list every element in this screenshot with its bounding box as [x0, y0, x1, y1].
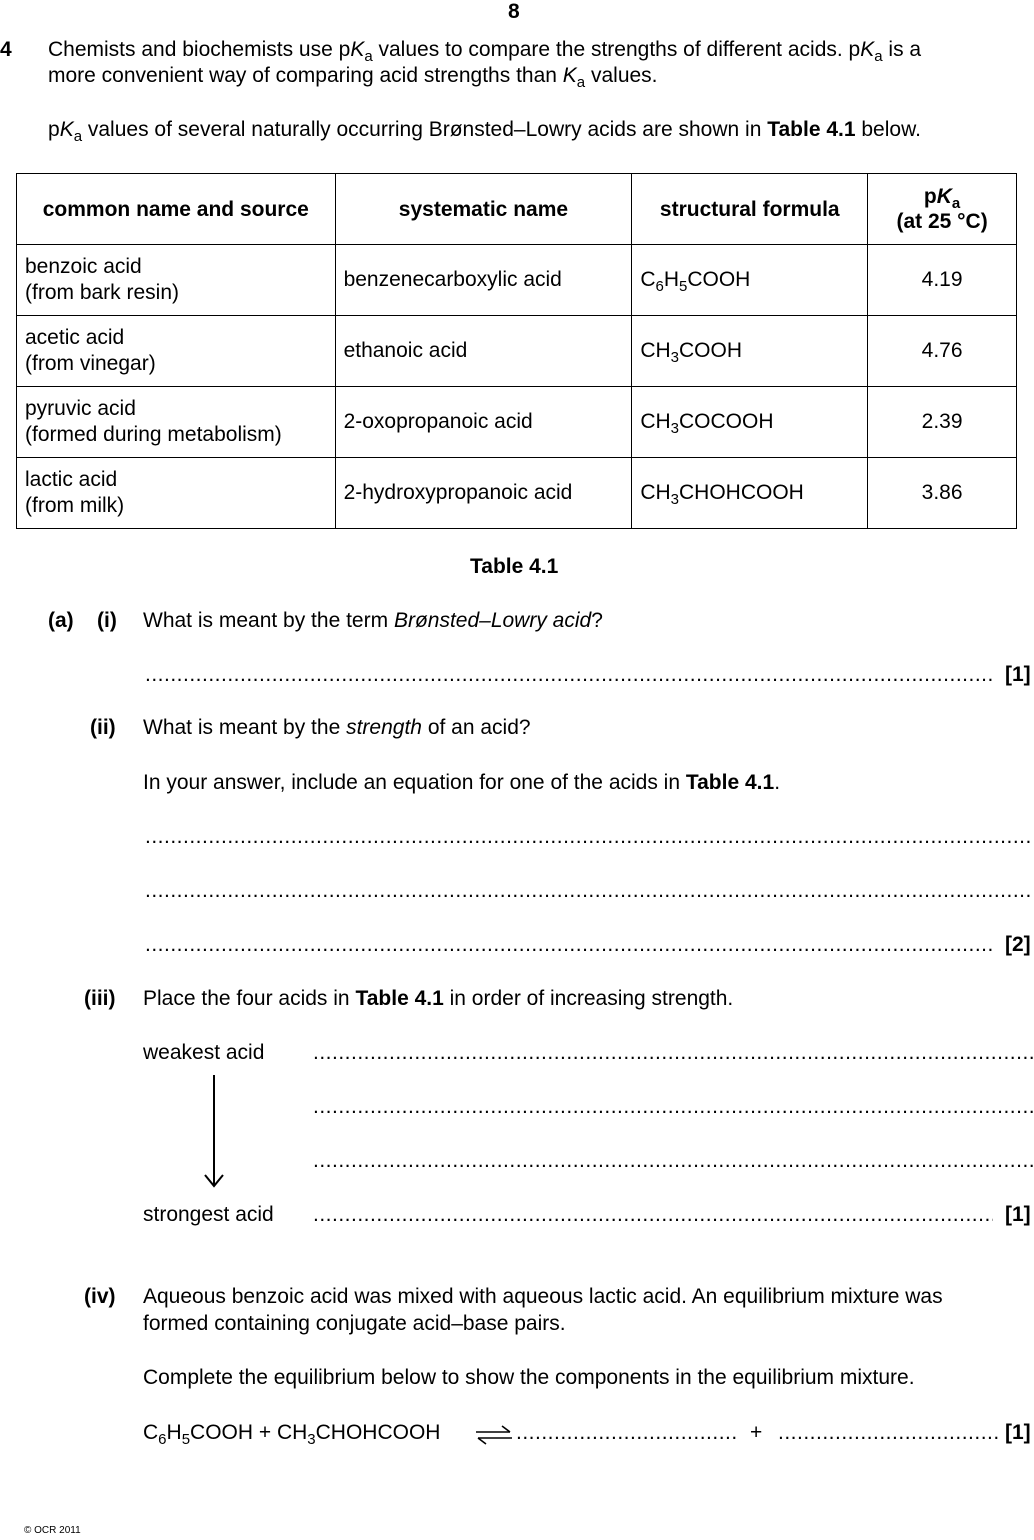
question-a-iii: Place the four acids in Table 4.1 in order of increasing strength. [143, 987, 734, 1010]
answer-line-a-ii-1[interactable] [145, 825, 1033, 849]
pka-table [16, 173, 1017, 529]
answer-blank-product-1[interactable] [516, 1421, 738, 1445]
header-pka: $pK_a$ (at 25 °C) [868, 174, 1017, 245]
part-iii-label: (iii) [84, 987, 116, 1010]
question-number: 4 [0, 38, 12, 61]
answer-line-a-iii-2[interactable] [313, 1095, 1033, 1119]
question-a-ii: What is meant by the strength of an acid? [143, 716, 531, 739]
equilibrium-equation: $C_6H_5COOH$ + $CH_3CHOHCOOH$ [143, 1421, 441, 1448]
table-caption: Table 4.1 [470, 555, 559, 578]
cell-formula: $CH_3CHOHCOOH$ [632, 458, 868, 529]
mark-a-iii: [1] [1005, 1203, 1031, 1226]
answer-line-a-iii-4[interactable] [313, 1203, 993, 1227]
intro-line-2: more convenient way of comparing acid strengths than $K_a$ values. [48, 64, 658, 91]
cell-systematic: 2-oxopropanoic acid [335, 387, 632, 458]
cell-formula: $CH_3COCOOH$ [632, 387, 868, 458]
table-row [17, 316, 1017, 387]
strongest-acid-label: strongest acid [143, 1203, 274, 1226]
intro-line-1: Chemists and biochemists use $pK_a$ values to compare the strengths of different acids. $pK_a$ is a [48, 38, 922, 65]
header-structural-formula: structural formula [632, 174, 868, 245]
part-iv-label: (iv) [84, 1285, 116, 1308]
table-header-row [17, 174, 1017, 245]
part-i-label: (i) [97, 609, 117, 632]
header-common-name: common name and source [17, 174, 336, 245]
instruction-a-iv: Complete the equilibrium below to show the components in the equilibrium mixture. [143, 1366, 915, 1389]
part-ii-label: (ii) [90, 716, 116, 739]
part-a-label: (a) [48, 609, 74, 632]
cell-common: lactic acid (from milk) [17, 458, 336, 529]
answer-line-a-ii-2[interactable] [145, 879, 1033, 903]
copyright-footer: © OCR 2011 [24, 1525, 81, 1536]
answer-line-a-i[interactable] [145, 663, 992, 687]
cell-formula: $CH_3COOH$ [632, 316, 868, 387]
question-a-iv-line-2: formed containing conjugate acid–base pairs. [143, 1312, 566, 1335]
cell-systematic: 2-hydroxypropanoic acid [335, 458, 632, 529]
cell-systematic: benzenecarboxylic acid [335, 245, 632, 316]
cell-pka: 4.19 [868, 245, 1017, 316]
table-row [17, 458, 1017, 529]
question-a-iv-line-1: Aqueous benzoic acid was mixed with aqueous lactic acid. An equilibrium mixture was [143, 1285, 943, 1308]
answer-line-a-ii-3[interactable] [145, 933, 992, 957]
cell-pka: 4.76 [868, 316, 1017, 387]
table-row [17, 245, 1017, 316]
mark-a-ii: [2] [1005, 933, 1031, 956]
intro-line-3: $pK_a$ values of several naturally occurring Brønsted–Lowry acids are shown in Table 4.1 below. [48, 118, 921, 145]
answer-line-a-iii-3[interactable] [313, 1149, 1033, 1173]
page-number: 8 [508, 0, 520, 23]
cell-common: acetic acid (from vinegar) [17, 316, 336, 387]
cell-common: benzoic acid (from bark resin) [17, 245, 336, 316]
answer-blank-product-2[interactable] [778, 1421, 1000, 1445]
answer-line-a-iii-1[interactable] [313, 1041, 1033, 1065]
plus-sign: + [750, 1421, 763, 1444]
cell-common: pyruvic acid (formed during metabolism) [17, 387, 336, 458]
header-systematic-name: systematic name [335, 174, 632, 245]
instruction-a-ii: In your answer, include an equation for one of the acids in Table 4.1. [143, 771, 781, 794]
mark-a-i: [1] [1005, 663, 1031, 686]
cell-pka: 2.39 [868, 387, 1017, 458]
down-arrow-icon [200, 1075, 228, 1190]
table-row [17, 387, 1017, 458]
question-a-i: What is meant by the term Brønsted–Lowry acid? [143, 609, 603, 632]
cell-formula: $C_6H_5COOH$ [632, 245, 868, 316]
cell-pka: 3.86 [868, 458, 1017, 529]
mark-a-iv: [1] [1005, 1421, 1031, 1444]
equilibrium-arrows-icon [474, 1425, 514, 1445]
cell-systematic: ethanoic acid [335, 316, 632, 387]
weakest-acid-label: weakest acid [143, 1041, 265, 1064]
